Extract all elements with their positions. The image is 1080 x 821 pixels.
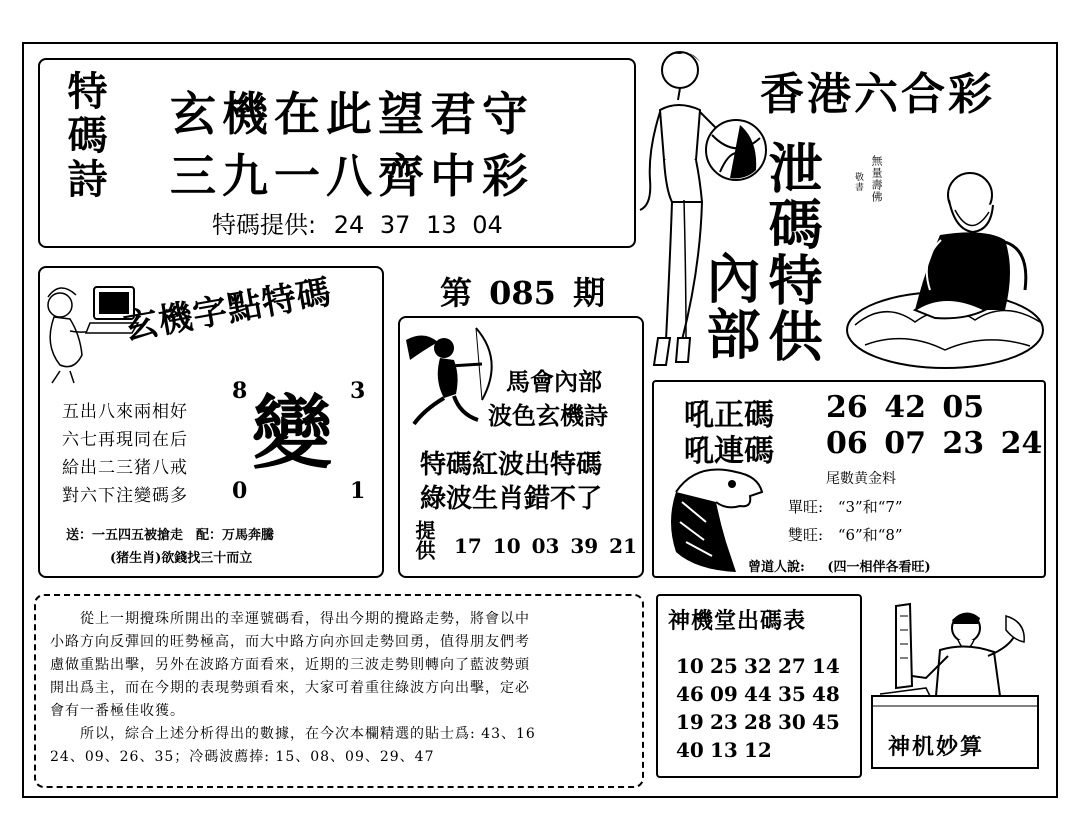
zheng-label: 吼正碼 [684, 398, 774, 433]
brand-vertical-1: 泄碼特供 [760, 140, 824, 364]
table-cell: 10 [676, 654, 704, 678]
table-cell: 19 [676, 710, 704, 734]
corner-number-bl: 0 [232, 478, 248, 504]
lian-label: 吼連碼 [684, 434, 774, 469]
wave-verse-1: 特碼紅波出特碼 [420, 450, 603, 480]
double-label: 雙旺: [788, 526, 824, 544]
table-title: 神機堂出碼表 [668, 608, 807, 634]
number-table [676, 652, 846, 764]
table-cell: 25 [710, 654, 738, 678]
analysis-line: 24、09、26、35；冷碼波薦捧: 15、08、09、29、47 [50, 749, 435, 765]
table-cell: 48 [812, 682, 840, 706]
word-box-poem [62, 398, 188, 510]
double-value: “6”和“8” [837, 526, 903, 544]
poem-line-1: 玄機在此望君守 [170, 87, 534, 141]
tail-title: 尾數黄金料 [826, 471, 896, 487]
analysis-line: 會有一番極佳收獲。 [50, 703, 185, 719]
analysis-line: 所以，綜合上述分析得出的數據，在今次本欄精選的貼士爲: 43、16 [50, 726, 536, 742]
table-cell: 35 [778, 682, 806, 706]
double-row [788, 524, 903, 545]
corner-number-tr: 3 [350, 378, 366, 404]
analysis-line: 慮做重點出擊，另外在波路方面看來，近期的三波走勢則轉向了藍波勢頭 [50, 657, 530, 673]
table-cell: 12 [744, 738, 772, 762]
single-value: “3”和“7” [837, 498, 903, 516]
corner-number-tl: 8 [232, 378, 248, 404]
poem-line: 給出二三猪八戒 [62, 458, 188, 478]
table-cell: 23 [710, 710, 738, 734]
poem-line: 五出八來兩相好 [62, 402, 188, 422]
poem-side-title: 特碼詩 [61, 70, 108, 202]
table-row [676, 652, 846, 680]
table-cell: 13 [710, 738, 738, 762]
word-box-footer-2: (猪生肖)欲錢找三十而立 [110, 551, 253, 566]
single-label: 單旺: [788, 498, 824, 516]
saying-row [748, 556, 931, 575]
table-row [676, 680, 846, 708]
poem-provide [212, 205, 503, 240]
analysis-line: 小路方向反彈回的旺勢極高，而大中路方向亦回走勢回勇，值得朋友們考 [50, 634, 530, 650]
brand-vertical-2: 內部 [698, 250, 762, 362]
wave-provide-numbers: 17 10 03 39 21 [454, 534, 638, 558]
buddha-caption-2: 敬書 [853, 172, 863, 192]
word-box-title: 玄機字點特碼 [120, 272, 335, 349]
wave-provide-label: 提供 [412, 520, 436, 560]
saying-value: (四一相伴各看旺) [827, 560, 931, 575]
table-cell: 45 [812, 710, 840, 734]
table-cell: 30 [778, 710, 806, 734]
table-row [676, 736, 846, 764]
analysis-line: 從上一期攪珠所開出的幸運號碼看，得出今期的攪路走勢，將會以中 [50, 611, 530, 627]
lian-numbers: 06 07 23 24 [826, 426, 1043, 461]
table-cell: 14 [812, 654, 840, 678]
poem-line-2: 三九一八齊中彩 [170, 149, 534, 203]
word-box-footer-1: 送：一五四五被搶走 配：万馬奔騰 [66, 528, 275, 543]
poem-line: 六七再現同在后 [62, 430, 188, 450]
table-cell: 32 [744, 654, 772, 678]
analysis-text [50, 608, 640, 769]
table-cell: 27 [778, 654, 806, 678]
zheng-numbers: 26 42 05 [826, 390, 985, 425]
wave-title-2: 波色玄機詩 [488, 401, 608, 430]
buddha-caption-1: 無量壽佛 [870, 155, 883, 203]
table-cell: 28 [744, 710, 772, 734]
corner-number-br: 1 [350, 478, 366, 504]
wave-title-1: 馬會內部 [506, 367, 602, 396]
wave-verse-2: 綠波生肖錯不了 [420, 484, 603, 514]
issue-label: 第 085 期 [440, 274, 606, 312]
table-cell: 44 [744, 682, 772, 706]
poem-provide-numbers: 24 37 13 04 [333, 211, 503, 239]
single-row [788, 496, 903, 517]
poem-line: 對六下注變碼多 [62, 486, 188, 506]
table-cell: 46 [676, 682, 704, 706]
table-row [676, 708, 846, 736]
big-character: 變 [252, 386, 332, 480]
sage-caption: 神机妙算 [888, 734, 985, 760]
brand-title: 香港六合彩 [760, 69, 995, 120]
analysis-line: 開出爲主，而在今期的表現勢頭看來，大家可着重往綠波方向出擊，定必 [50, 680, 530, 696]
table-cell: 09 [710, 682, 738, 706]
table-cell: 40 [676, 738, 704, 762]
poem-provide-label: 特碼提供: [212, 211, 317, 239]
saying-label: 曾道人說: [748, 560, 805, 575]
